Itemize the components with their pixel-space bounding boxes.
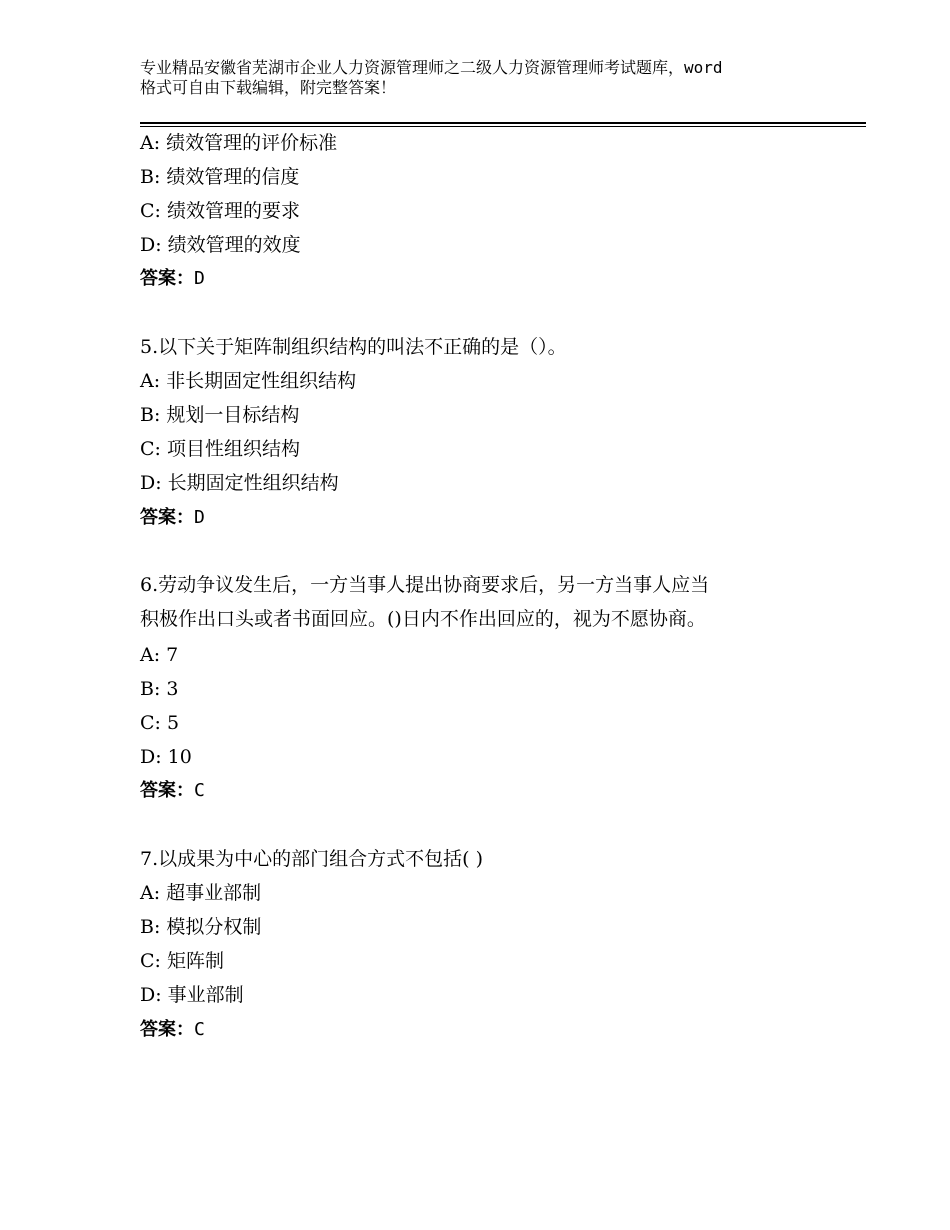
q5-option-a: A: 非长期固定性组织结构: [140, 370, 357, 392]
header-divider-thin: [140, 126, 866, 127]
q4-option-b: B: 绩效管理的信度: [140, 166, 300, 188]
q4-option-d: D: 绩效管理的效度: [140, 234, 301, 256]
document-header: [140, 58, 840, 98]
q6-question-line-2: 积极作出口头或者书面回应。()日内不作出回应的，视为不愿协商。: [140, 608, 706, 630]
q5-question: 5.以下关于矩阵制组织结构的叫法不正确的是（）。: [140, 336, 567, 358]
q4-answer-value: D: [194, 268, 205, 289]
q4-answer: [140, 264, 205, 294]
q4-option-c: C: 绩效管理的要求: [140, 200, 300, 222]
q7-option-d: D: 事业部制: [140, 984, 244, 1006]
q7-option-b: B: 模拟分权制: [140, 916, 262, 938]
q7-question: 7.以成果为中心的部门组合方式不包括( ): [140, 848, 483, 870]
q5-option-b: B: 规划一目标结构: [140, 404, 300, 426]
q6-option-c: C: 5: [140, 712, 180, 734]
answer-label: 答案：: [140, 1019, 194, 1040]
q5-option-d: D: 长期固定性组织结构: [140, 472, 339, 494]
q6-option-a: A: 7: [140, 644, 179, 666]
header-divider-thick: [140, 122, 866, 124]
q7-answer: [140, 1015, 205, 1045]
q7-option-a: A: 超事业部制: [140, 882, 262, 904]
q5-option-c: C: 项目性组织结构: [140, 438, 300, 460]
q6-answer: [140, 776, 205, 806]
q6-answer-value: C: [194, 780, 205, 801]
q6-option-b: B: 3: [140, 678, 179, 700]
header-line-1: 专业精品安徽省芜湖市企业人力资源管理师之二级人力资源管理师考试题库，word: [140, 58, 723, 77]
q6-option-d: D: 10: [140, 746, 192, 768]
answer-label: 答案：: [140, 268, 194, 289]
q5-answer-value: D: [194, 507, 205, 528]
answer-label: 答案：: [140, 780, 194, 801]
q7-option-c: C: 矩阵制: [140, 950, 224, 972]
q5-answer: [140, 503, 205, 533]
q6-question-line-1: 6.劳动争议发生后，一方当事人提出协商要求后，另一方当事人应当: [140, 574, 710, 596]
q4-option-a: A: 绩效管理的评价标准: [140, 132, 338, 154]
header-line-2: 格式可自由下载编辑，附完整答案！: [140, 78, 397, 97]
q7-answer-value: C: [194, 1019, 205, 1040]
answer-label: 答案：: [140, 507, 194, 528]
